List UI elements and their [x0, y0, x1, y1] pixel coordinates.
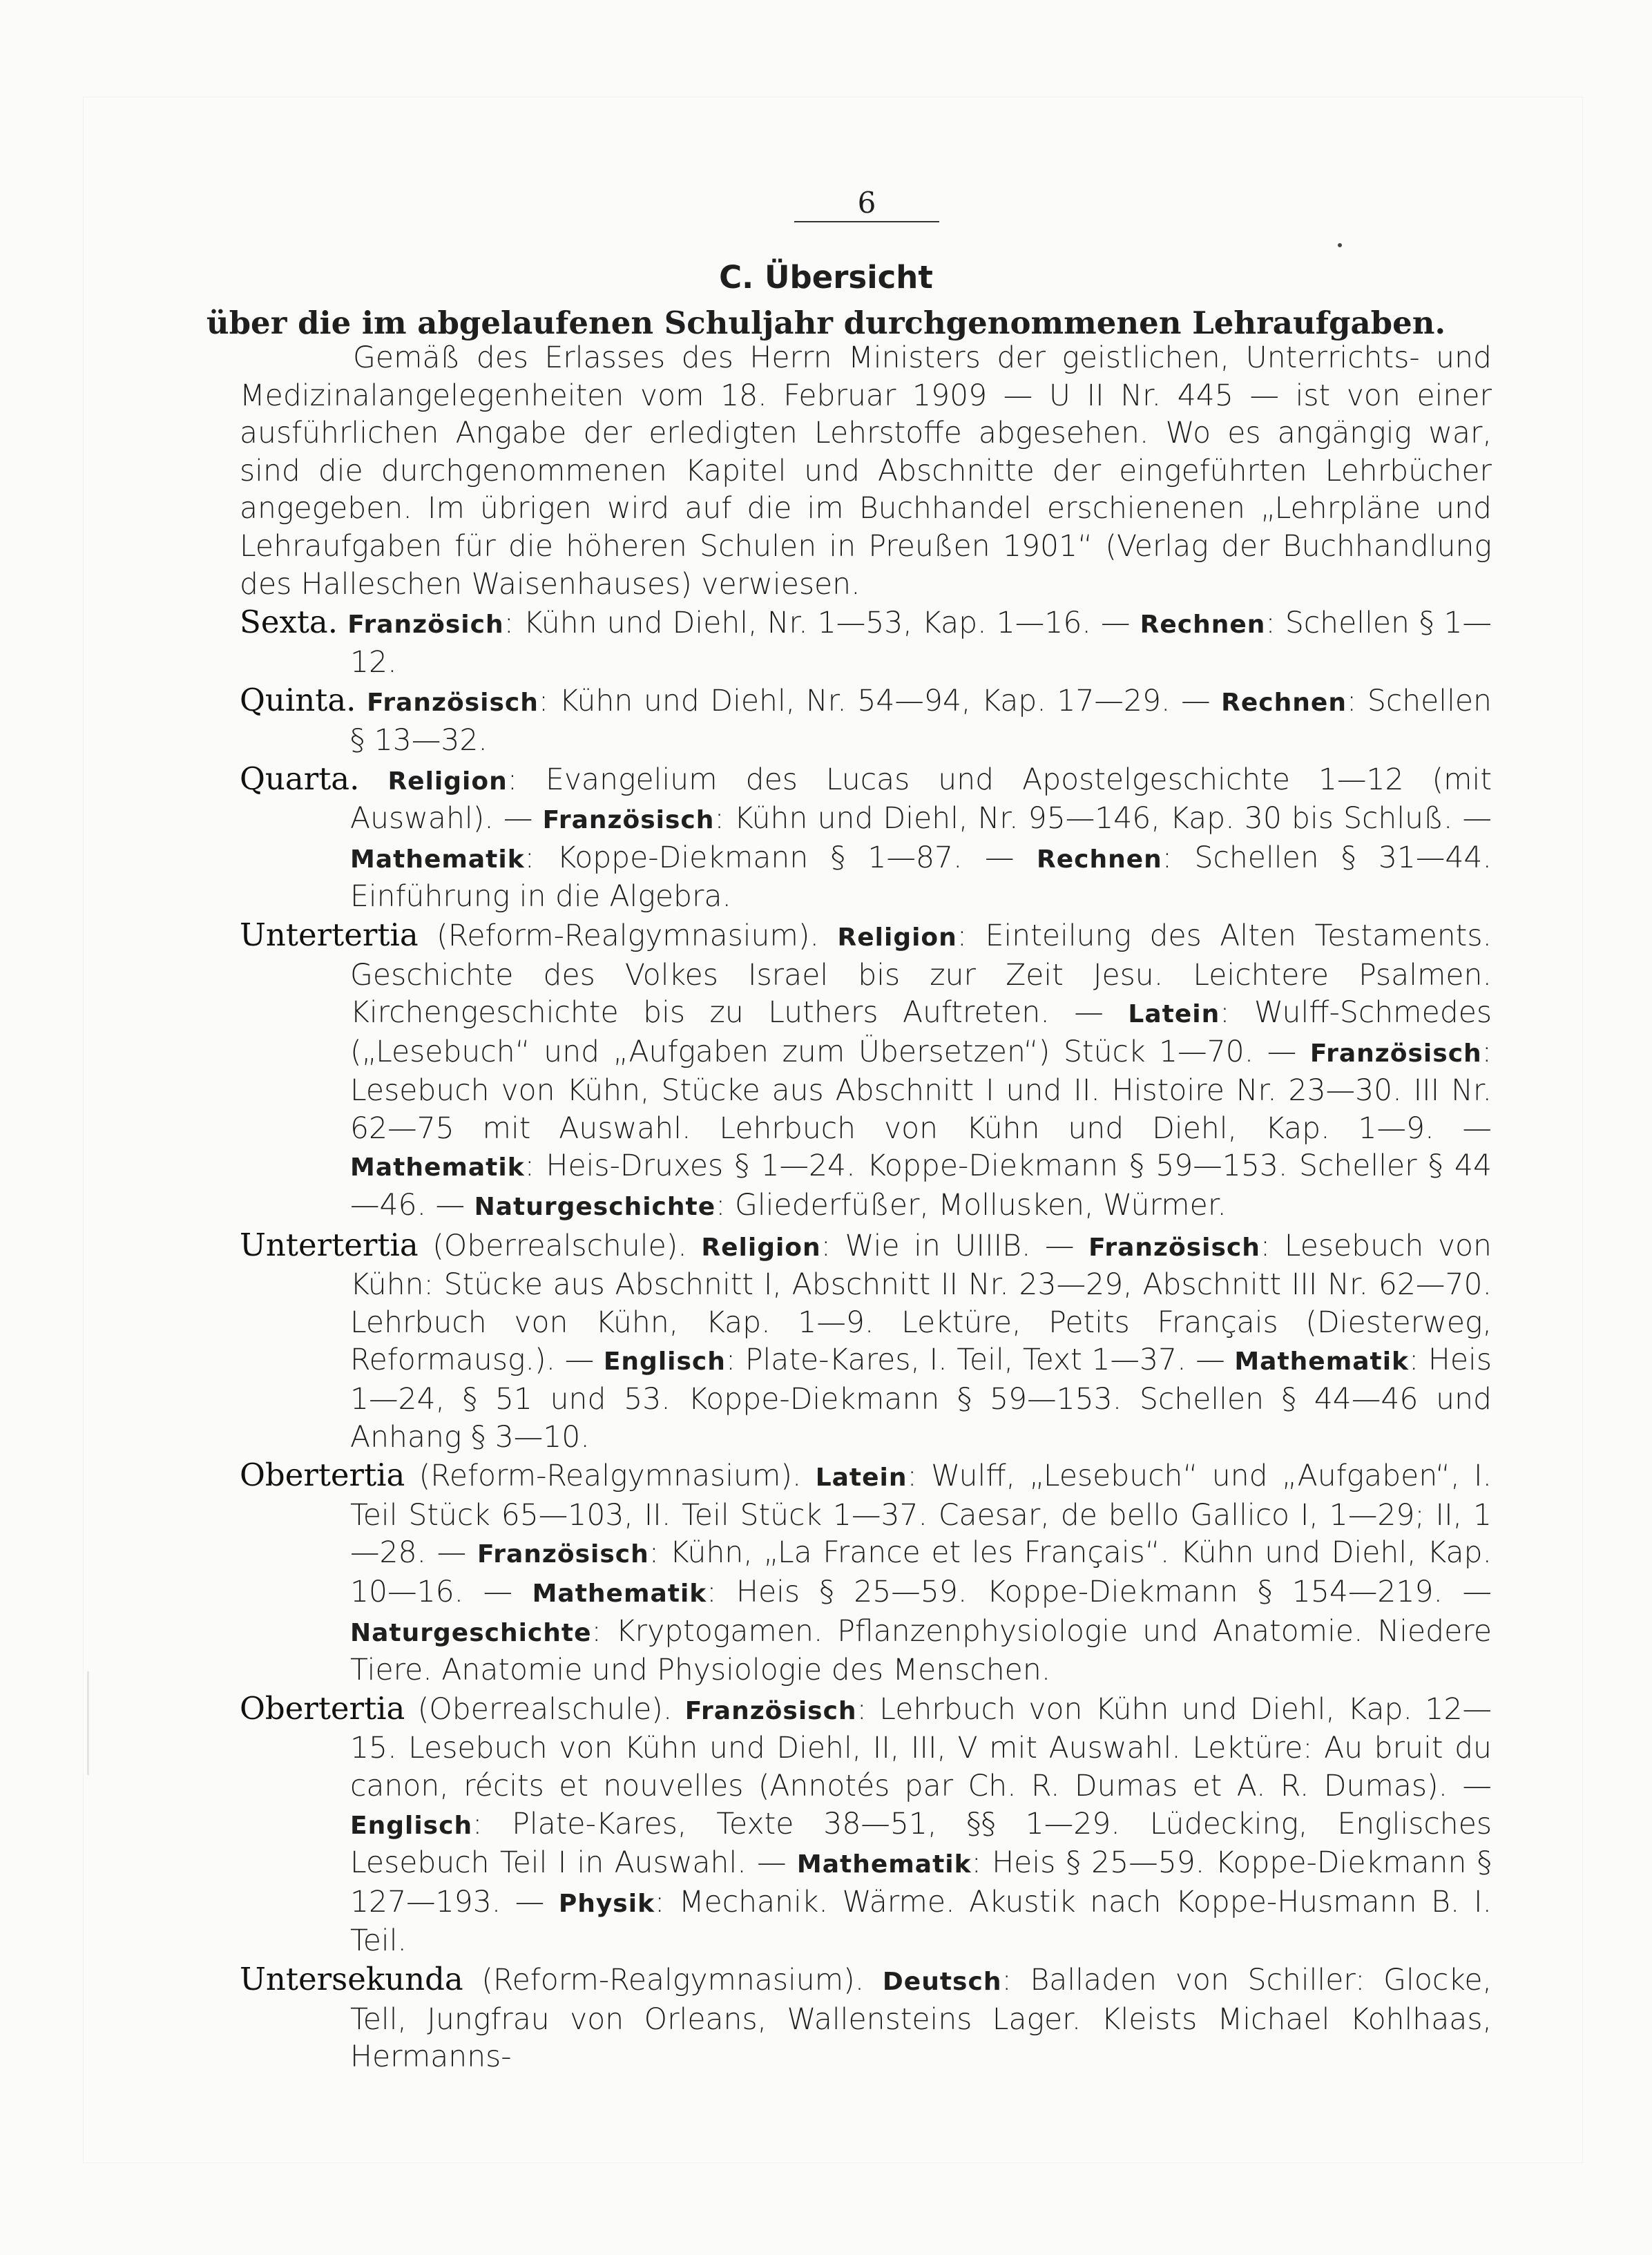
curriculum-entry: [240, 1961, 1492, 2077]
class-level: Quarta.: [240, 760, 360, 797]
curriculum-entry: [240, 682, 1492, 760]
subject-content: : Kühn, „La France et les Français“. Kühn und Diehl, Kap. 10—16. —: [350, 1536, 1492, 1609]
subject-content: : Kühn und Diehl, Nr. 95—146, Kap. 30 bis Schluß. —: [714, 802, 1492, 836]
subject-label: Physik: [558, 1889, 655, 1918]
subject-content: : Lesebuch von Kühn, Stücke aus Abschnitt I und II. Histoire Nr. 23—30. III Nr. 62—75 mit Auswahl. Lehrbuch von Kühn und Diehl, Kap. 1—9. —: [350, 1035, 1492, 1146]
subject-label: Religion: [701, 1233, 821, 1262]
scan-margin-mark: [87, 1671, 89, 1775]
scan-speck: [1338, 243, 1342, 247]
subject-label: Naturgeschichte: [350, 1618, 592, 1647]
subject-content: : Heis § 25—59. Koppe-Diekmann § 154—219. —: [707, 1575, 1492, 1609]
subject-label: Rechnen: [1036, 845, 1162, 874]
subject-content: : Einteilung des Alten Testaments. Geschichte des Volkes Israel bis zur Zeit Jesu. Leichtere Psalmen. Kirchengeschichte bis zu Luthers Auftreten. —: [350, 919, 1492, 1030]
class-level: Untertertia: [240, 1226, 419, 1263]
class-level: Untertertia: [240, 916, 419, 953]
subject-label: Mathematik: [532, 1580, 707, 1608]
class-level: Obertertia: [240, 1689, 405, 1727]
school-type: (Oberrealschule).: [418, 1229, 702, 1263]
subject-label: Französisch: [367, 689, 539, 718]
class-level: Untersekunda: [240, 1960, 463, 1997]
subject-content: : Kühn und Diehl, Nr. 54—94, Kap. 17—29. —: [538, 684, 1222, 719]
subject-content: : Plate-Kares, I. Teil, Text 1—37. —: [725, 1343, 1235, 1378]
subject-content: : Kühn und Diehl, Nr. 1—53, Kap. 1—16. —: [503, 606, 1140, 641]
subject-content: : Wulff-Schmedes („Lesebuch“ und „Aufgaben zum Übersetzen“) Stück 1—70. —: [350, 996, 1492, 1069]
subject-label: Rechnen: [1221, 689, 1347, 718]
curriculum-entry: [240, 1457, 1492, 1690]
subject-content: : Plate-Kares, Texte 38—51, §§ 1—29. Lüdecking, Englisches Lesebuch Teil I in Auswahl. —: [350, 1807, 1492, 1881]
subject-label: Französich: [347, 611, 504, 640]
subject-label: Französisch: [542, 806, 715, 835]
subject-label: Englisch: [603, 1347, 726, 1376]
subject-label: Mathematik: [350, 1153, 525, 1182]
subject-content: : Wie in UIIIB. —: [820, 1229, 1089, 1263]
curriculum-entry: [240, 1227, 1492, 1457]
subject-content: : Heis § 25—59. Koppe-Diekmann § 127—193. —: [350, 1846, 1492, 1919]
school-type: (Reform-Realgymnasium).: [463, 1963, 883, 1997]
subject-content: : Wulff, „Lesebuch“ und „Aufgaben“, I. Teil Stück 65—103, II. Teil Stück 1—37. Caesar, de bello Gallico I, 1—29; II, 1—28. —: [350, 1459, 1492, 1571]
subject-content: : Evangelium des Lucas und Apostelgeschichte 1—12 (mit Auswahl). —: [350, 762, 1492, 836]
subject-content: : Koppe-Diekmann § 1—87. —: [524, 841, 1037, 875]
subject-content: : Heis 1—24, § 51 und 53. Koppe-Diekmann § 59—153. Schellen § 44—46 und Anhang § 3—10.: [350, 1343, 1492, 1455]
subject-label: Französisch: [684, 1696, 857, 1725]
subject-content: : Lesebuch von Kühn: Stücke aus Abschnitt I, Abschnitt II Nr. 23—29, Abschnitt III Nr. 62—70. Lehrbuch von Kühn, Kap. 1—9. Lektüre, Petits Français (Diesterweg, Reformausg.). —: [350, 1229, 1492, 1378]
subject-content: : Lehrbuch von Kühn und Diehl, Kap. 12—15. Lesebuch von Kühn und Diehl, II, III, V mit Auswahl. Lektüre: Au bruit du canon, récits et nouvelles (Annotés par Ch. R. Dumas et A. R. Dumas). —: [350, 1692, 1492, 1803]
subject-content: : Balladen von Schiller: Glocke, Tell, Jungfrau von Orleans, Wallensteins Lager. Kleists Michael Kohlhaas, Hermanns-: [350, 1963, 1492, 2075]
curriculum-entry: [240, 604, 1492, 682]
intro-paragraph: Gemäß des Erlasses des Herrn Ministers der geistlichen, Unterrichts- und Medizinalangelegenheiten vom 18. Februar 1909 — U II Nr. 445 — ist von einer ausführlichen Angabe der erledigten Lehrstoffe abgesehen. Wo es angängig war, sind die durchgenommenen Kapitel und Abschnitte der eingeführten Lehrbücher angegeben. Im übrigen wird auf die im Buchhandel erschienenen „Lehrpläne und Lehraufgaben für die höheren Schulen in Preußen 1901“ (Verlag der Buchhandlung des Halleschen Waisenhauses) verwiesen.: [240, 341, 1492, 602]
subject-label: Mathematik: [796, 1850, 972, 1879]
curriculum-entry: [240, 1690, 1492, 1961]
subject-label: Französisch: [477, 1540, 649, 1569]
class-level: Sexta.: [240, 604, 338, 641]
subject-label: Mathematik: [350, 845, 525, 874]
subject-label: Französisch: [1088, 1233, 1260, 1262]
school-type: (Oberrealschule).: [405, 1692, 685, 1727]
subject-label: Latein: [1128, 1000, 1220, 1029]
body-text: [240, 340, 1492, 2077]
curriculum-entry: [240, 917, 1492, 1227]
subject-content: : Heis-Druxes § 1—24. Koppe-Diekmann § 59—153. Scheller § 44—46. —: [350, 1149, 1492, 1223]
subject-label: Französisch: [1309, 1039, 1482, 1068]
page-number: 6: [794, 185, 939, 222]
subject-label: Deutsch: [882, 1967, 1002, 1996]
subject-label: Naturgeschichte: [474, 1193, 716, 1222]
subject-label: Rechnen: [1140, 611, 1266, 640]
subject-content: : Schellen § 13—32.: [350, 684, 1492, 758]
subject-content: : Schellen § 31—44. Einführung in die Algebra.: [350, 841, 1492, 914]
subject-content: : Schellen § 1—12.: [350, 606, 1492, 680]
section-heading: C. Übersicht: [719, 259, 933, 296]
subject-label: Religion: [837, 923, 957, 952]
section-subheading: über die im abgelaufenen Schuljahr durchgenommenen Lehraufgaben.: [206, 305, 1446, 341]
subject-content: : Gliederfüßer, Mollusken, Würmer.: [715, 1189, 1227, 1223]
subject-label: Religion: [387, 767, 508, 796]
subject-content: : Kryptogamen. Pflanzenphysiologie und Anatomie. Niedere Tiere. Anatomie und Physiologie des Menschen.: [350, 1614, 1492, 1688]
subject-label: Englisch: [350, 1811, 473, 1840]
subject-label: Mathematik: [1234, 1347, 1409, 1376]
school-type: (Reform-Realgymnasium).: [405, 1459, 816, 1494]
curriculum-entries: [240, 604, 1492, 2077]
subject-label: Latein: [815, 1464, 907, 1493]
class-level: Obertertia: [240, 1457, 405, 1494]
class-level: Quinta.: [240, 682, 356, 719]
school-type: (Reform-Realgymnasium).: [418, 919, 838, 953]
curriculum-entry: [240, 760, 1492, 917]
subject-content: : Mechanik. Wärme. Akustik nach Koppe-Husmann B. I. Teil.: [350, 1885, 1492, 1959]
